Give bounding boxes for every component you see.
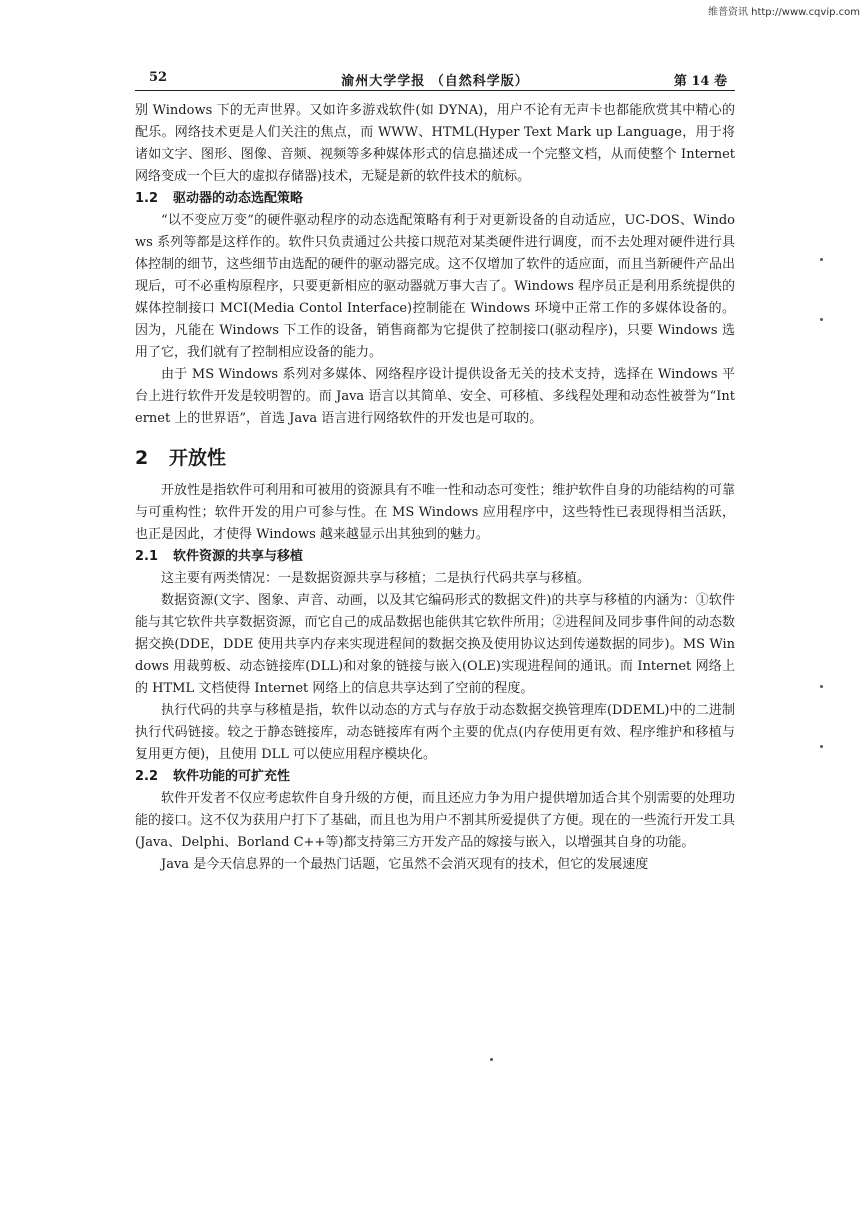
paragraph: 数据资源(文字、图象、声音、动画，以及其它编码形式的数据文件)的共享与移植的内涵为：①软件能与其它软件共享数据资源，而它自己的成品数据也能供其它软件所用；②进程间及同步事件间的动态数据交换(DDE，DDE 使用共享内存来实现进程间的数据交换及使用协议达到传递数据的同步)。MS Windows 用裁剪板、动态链接库(DLL)和对象的链接与嵌入(OLE)实现进程间的通讯。而 Internet 网络上的 HTML 文档使得 Internet 网络上的信息共享达到了空前的程度。 xyxy=(135,593,735,696)
scan-speck xyxy=(820,258,823,261)
journal-title: 渝州大学学报 （自然科学版） xyxy=(341,74,529,89)
section-number: 2 xyxy=(135,447,149,469)
paragraph: 执行代码的共享与移植是指，软件以动态的方式与存放于动态数据交换管理库(DDEML)中的二进制执行代码链接。较之于静态链接库，动态链接库有两个主要的优点(内存使用更有效、程序维护和移植与复用更方便)，且使用 DLL 可以使应用程序模块化。 xyxy=(135,703,735,762)
section-number: 2.2 xyxy=(135,769,159,784)
volume-label: 第 14 卷 xyxy=(673,74,727,89)
section-title: 软件功能的可扩充性 xyxy=(173,769,291,784)
running-header xyxy=(135,70,735,91)
watermark: 维普资讯 http://www.cqvip.com xyxy=(707,7,860,18)
scan-speck xyxy=(820,685,823,688)
section-number: 1.2 xyxy=(135,191,159,206)
paragraph: 开放性是指软件可利用和可被用的资源具有不唯一性和动态可变性；维护软件自身的功能结构的可靠与可重构性；软件开发的用户可参与性。在 MS Windows 应用程序中，这些特性已表现得相当活跃，也正是因此，才使得 Windows 越来越显示出其独到的魅力。 xyxy=(135,483,735,542)
section-heading-2 xyxy=(135,444,735,472)
paragraph: “以不变应万变”的硬件驱动程序的动态选配策略有利于对更新设备的自动适应，UC-DOS、Windows 系列等都是这样作的。软件只负责通过公共接口规范对某类硬件进行调度，而不去处理对硬件进行具体控制的细节，这些细节由选配的硬件的驱动器完成。这不仅增加了软件的适应面，而且当新硬件产品出现后，可不必重构原程序，只要更新相应的驱动器就万事大吉了。Windows 程序员正是利用系统提供的媒体控制接口 MCI(Media Contol Interface)控制能在 Windows 环境中正常工作的多媒体设备的。因为，凡能在 Windows 下工作的设备，销售商都为它提供了控制接口(驱动程序)，只要 Windows 选用了它，我们就有了控制相应设备的能力。 xyxy=(135,213,735,360)
page-number: 52 xyxy=(149,70,168,85)
section-heading-2-1 xyxy=(135,546,735,568)
paragraph: 由于 MS Windows 系列对多媒体、网络程序设计提供设备无关的技术支持，选择在 Windows 平台上进行软件开发是较明智的。而 Java 语言以其简单、安全、可移植、多线程处理和动态性被誉为“Internet 上的世界语”，首选 Java 语言进行网络软件的开发也是可取的。 xyxy=(135,367,735,426)
section-title: 软件资源的共享与移植 xyxy=(173,549,304,564)
section-title: 开放性 xyxy=(169,447,227,469)
paragraph: 别 Windows 下的无声世界。又如许多游戏软件(如 DYNA)，用户不论有无声卡也都能欣赏其中精心的配乐。网络技术更是人们关注的焦点，而 WWW、HTML(Hyper Text Mark up Language，用于将诸如文字、图形、图像、音频、视频等多种媒体形式的信息描述成一个完整文档，从而使整个 Internet 网络变成一个巨大的虚拟存储器)技术，无疑是新的软件技术的航标。 xyxy=(135,103,735,184)
article-body xyxy=(135,100,735,876)
scan-speck xyxy=(820,745,823,748)
section-number: 2.1 xyxy=(135,549,159,564)
scan-speck xyxy=(490,1058,493,1061)
paragraph: 软件开发者不仅应考虑软件自身升级的方便，而且还应力争为用户提供增加适合其个别需要的处理功能的接口。这不仅为获用户打下了基础，而且也为用户不割其所爱提供了方便。现在的一些流行开发工具(Java、Delphi、Borland C++等)都支持第三方开发产品的嫁接与嵌入，以增强其自身的功能。 xyxy=(135,791,735,850)
section-heading-2-2 xyxy=(135,766,735,788)
section-title: 驱动器的动态选配策略 xyxy=(173,191,304,206)
scan-speck xyxy=(820,318,823,321)
section-heading-1-2 xyxy=(135,188,735,210)
paragraph: Java 是今天信息界的一个最热门话题，它虽然不会消灭现有的技术，但它的发展速度 xyxy=(161,857,649,872)
paragraph: 这主要有两类情况：一是数据资源共享与移植；二是执行代码共享与移植。 xyxy=(161,571,591,586)
